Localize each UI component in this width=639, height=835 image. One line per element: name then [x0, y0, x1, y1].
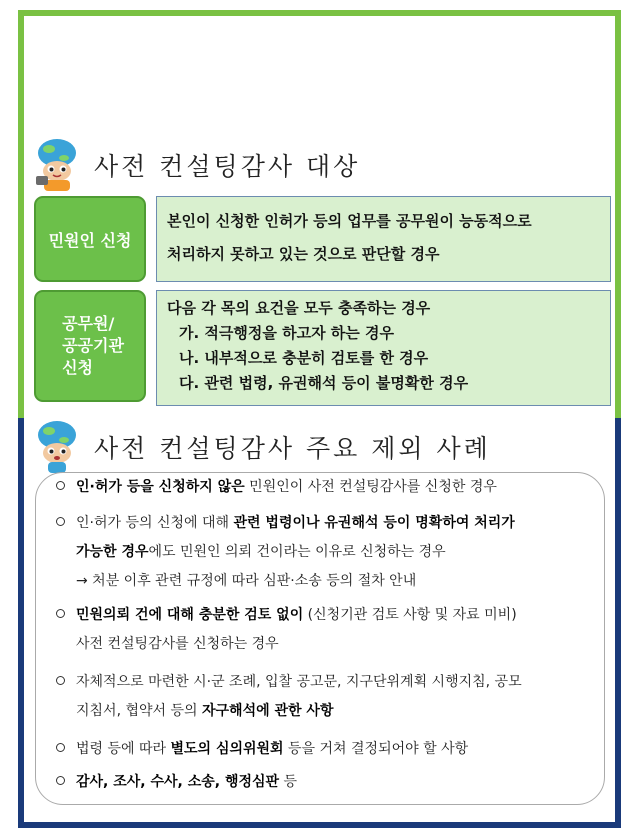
list-item: 자체적으로 마련한 시·군 조례, 입찰 공고문, 지구단위계획 시행지침, 공모 지침서, 협약서 등의 자구해석에 관한 사항	[56, 668, 596, 726]
exclusion-list	[35, 472, 605, 805]
list-item: 감사, 조사, 수사, 소송, 행정심판 등	[56, 768, 596, 797]
mascot-icon	[34, 420, 80, 474]
content-line: 처리하지 못하고 있는 것으로 판단할 경우	[167, 245, 440, 263]
label-citizen-request	[34, 196, 146, 282]
list-item: 민원의뢰 건에 대해 충분한 검토 없이 (신청기관 검토 사항 및 자료 미비) 사전 컨설팅감사를 신청하는 경우	[56, 601, 596, 659]
content-line: 다음 각 목의 요건을 모두 충족하는 경우	[167, 299, 431, 317]
label-line: 공공기관	[62, 336, 124, 355]
bullet-icon	[56, 676, 65, 685]
section2-heading	[34, 420, 491, 474]
content-official-request	[156, 290, 611, 406]
section1-heading	[34, 138, 360, 192]
content-line: 가. 적극행정을 하고자 하는 경우	[179, 324, 394, 342]
bullet-icon	[56, 517, 65, 526]
list-item: 인·허가 등을 신청하지 않은 민원인이 사전 컨설팅감사를 신청한 경우	[56, 473, 596, 502]
content-line: 다. 관련 법령, 유권해석 등이 불명확한 경우	[179, 374, 469, 392]
content-line: 본인이 신청한 인허가 등의 업무를 공무원이 능동적으로	[167, 212, 532, 230]
bullet-icon	[56, 481, 65, 490]
content-line: 나. 내부적으로 충분히 검토를 한 경우	[179, 349, 429, 367]
label-line: 신청	[62, 358, 93, 377]
label-citizen-request-text: 민원인 신청	[48, 230, 132, 250]
bullet-icon	[56, 743, 65, 752]
label-official-request	[34, 290, 146, 402]
mascot-icon	[34, 138, 80, 192]
content-citizen-request	[156, 196, 611, 282]
bullet-icon	[56, 776, 65, 785]
section2-title: 사전 컨설팅감사 주요 제외 사례	[94, 434, 491, 463]
section1-title: 사전 컨설팅감사 대상	[94, 152, 361, 181]
list-item: 법령 등에 따라 별도의 심의위원회 등을 거쳐 결정되어야 할 사항	[56, 735, 596, 764]
label-line: 공무원/	[62, 314, 115, 333]
list-item: 인·허가 등의 신청에 대해 관련 법령이나 유권해석 등이 명확하여 처리가 가능한 경우에도 민원인 의뢰 건이라는 이유로 신청하는 경우 → 처분 이후 관련 규정에 따라 심판·소송 등의 절차 안내	[56, 509, 596, 596]
bullet-icon	[56, 609, 65, 618]
